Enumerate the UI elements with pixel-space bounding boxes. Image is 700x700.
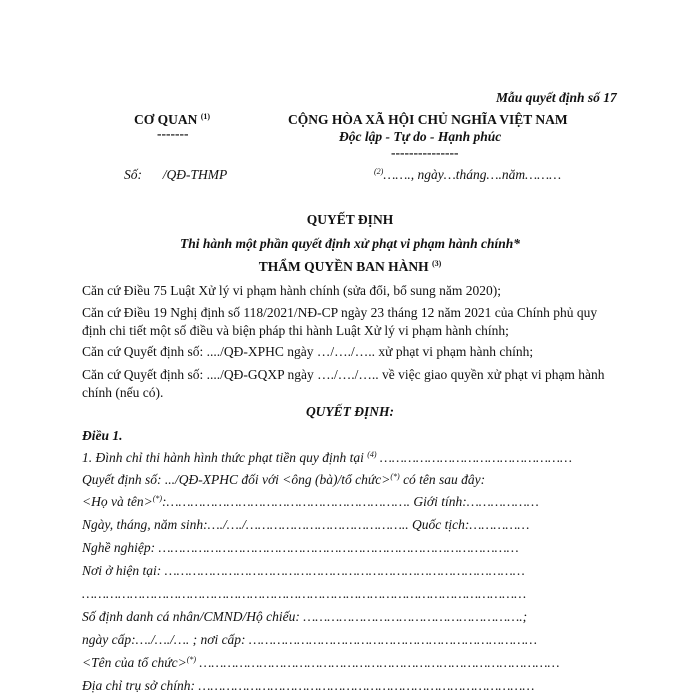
country-name: CỘNG HÒA XÃ HỘI CHỦ NGHĨA VIỆT NAM [288, 112, 568, 127]
agency-divider: ------- [157, 126, 189, 141]
legal-basis-1: Căn cứ Điều 75 Luật Xử lý vi phạm hành chính (sửa đổi, bổ sung năm 2020); [82, 283, 502, 298]
date-footnote-ref: (2) [374, 167, 384, 176]
dob-nationality-line: Ngày, tháng, năm sinh:…./…./………………………………….. Quốc tịch:…………… [82, 517, 530, 532]
agency-label: CƠ QUAN [134, 112, 198, 127]
decision-title: QUYẾT ĐỊNH [306, 212, 394, 227]
residence-continuation-line: ………………………………………………………………………………………………… [82, 586, 527, 601]
document-number [124, 167, 227, 183]
decision-subtitle: Thi hành một phần quyết định xử phạt vi phạm hành chính* [179, 236, 521, 251]
motto-divider: --------------- [391, 145, 459, 160]
legal-basis-4: Căn cứ Quyết định số: ..../QĐ-GQXP ngày …./…./….. về việc giao quyền xử phạt vi phạm hành chính (nếu có). [82, 367, 605, 400]
number-suffix: /QĐ-THMP [162, 167, 228, 182]
name-gender-line: <Họ và tên>(*):……………………………………………………. Giới tính:……………… [82, 494, 539, 509]
date-line [374, 167, 561, 183]
occupation-line: Nghề nghiệp: ……………………………………………………………………………… [82, 540, 519, 555]
authority-footnote-ref: (3) [431, 259, 442, 268]
id-issue-line: ngày cấp:…./…./…. ; nơi cấp: ……………………………………………………………… [82, 632, 538, 647]
issuing-authority: THẨM QUYỀN BAN HÀNH $^{(3)}$ [258, 259, 442, 274]
headquarters-line: Địa chỉ trụ sở chính: ………………………………………………………………………… [82, 678, 535, 693]
article-1-line-2: Quyết định số: .../QĐ-XPHC đối với <ông (bà)/tổ chức>(*) có tên sau đây: [82, 472, 486, 487]
residence-line: Nơi ở hiện tại: ……………………………………………………………………………… [82, 563, 525, 578]
id-number-line: Số định danh cá nhân/CMND/Hộ chiếu: ……………………………………………….; [82, 609, 528, 624]
legal-basis-2: Căn cứ Điều 19 Nghị định số 118/2021/NĐ-CP ngày 23 tháng 12 năm 2021 của Chính phủ quy định chi tiết một số điều và biện pháp thi hành Luật Xử lý vi phạm hành chính; [82, 305, 598, 338]
legal-basis-3: Căn cứ Quyết định số: ..../QĐ-XPHC ngày …/…./….. xử phạt vi phạm hành chính; [82, 344, 534, 359]
article-1-line-1: 1. Đình chỉ thi hành hình thức phạt tiền quy định tại $^{(4)}$ ………………………………………… [82, 450, 572, 465]
number-label: Số: [124, 167, 142, 182]
organization-name-line: <Tên của tổ chức>(*) ……………………………………………………………………………… [82, 655, 560, 670]
name-label: <Họ và tên> [82, 494, 153, 509]
motto: Độc lập - Tự do - Hạnh phúc [339, 129, 502, 144]
date-text: ……., ngày…tháng….năm……… [383, 167, 562, 182]
form-label: Mẫu quyết định số 17 [496, 90, 617, 105]
footnote-ref-4: (4) [367, 450, 377, 459]
article-1-heading: Điều 1. [82, 428, 123, 443]
decision-heading: QUYẾT ĐỊNH: [305, 404, 395, 419]
agency-footnote-ref: (1) [200, 112, 211, 121]
